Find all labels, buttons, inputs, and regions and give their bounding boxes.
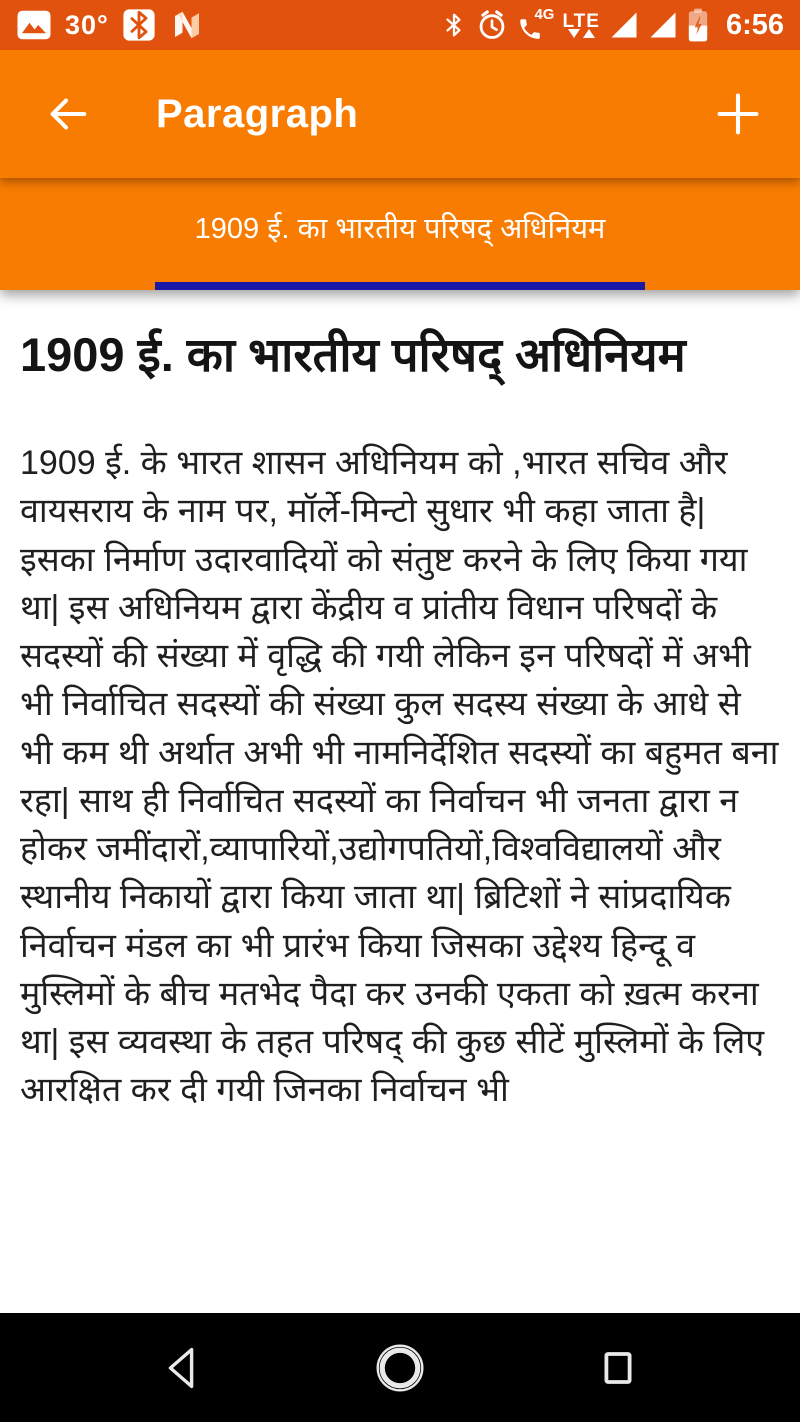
bluetooth-icon — [441, 10, 467, 40]
data-network-label: LTE — [562, 11, 600, 32]
app-bar — [0, 50, 800, 178]
article-paragraph: 1909 ई. के भारत शासन अधिनियम को ,भारत सचिव और वायसराय के नाम पर, मॉर्ले-मिन्टो सुधार भी कहा जाता है| इसका निर्माण उदारवादियों को संतुष्ट करने के लिए किया गया था| इस अधिनियम द्वारा केंद्रीय व प्रांतीय विधान परिषदों के सदस्यों की संख्या में वृद्धि की गयी लेकिन इन परिषदों में अभी भी निर्वाचित सदस्यों की संख्या कुल सदस्य संख्या के आधे से भी कम थी अर्थात अभी भी नामनिर्देशित सदस्यों का बहुमत बना रहा| साथ ही निर्वाचित सदस्यों का निर्वाचन भी जनता द्वारा न होकर जमींदारों,व्यापारियों,उद्योगपतियों,विश्वविद्यालयों और स्थानीय निकायों द्वारा किया जाता था| ब्रिटिशों ने सांप्रदायिक निर्वाचन मंडल का भी प्रारंभ किया जिसका उद्देश्य हिन्दू व मुस्लिमों के बीच मतभेद पैदा कर उनकी एकता को ख़त्म करना था| इस व्यवस्था के तहत परिषद् की कुछ सीटें मुस्लिमों के लिए आरक्षित कर दी गयी जिनका निर्वाचन भी — [20, 443, 779, 1110]
clock-label: 6:56 — [725, 8, 784, 41]
tab-bar — [0, 178, 800, 290]
page-title: Paragraph — [156, 91, 359, 136]
plus-icon[interactable] — [706, 82, 770, 146]
lte-data-arrows-icon — [562, 12, 599, 38]
nav-home-icon[interactable] — [374, 1342, 426, 1394]
article-heading: 1909 ई. का भारतीय परिषद् अधिनियम — [20, 328, 686, 381]
article-content — [0, 290, 800, 1313]
signal-triangle-icon — [609, 10, 639, 40]
upload-arrow-icon — [583, 29, 595, 38]
download-arrow-icon — [568, 29, 580, 38]
battery-charging-icon — [687, 8, 709, 42]
temperature-label: 30° — [65, 9, 109, 40]
bluetooth-badge-icon — [122, 8, 156, 42]
gallery-icon — [16, 7, 52, 43]
status-bar-left — [16, 7, 205, 43]
nav-recents-icon[interactable] — [594, 1344, 642, 1392]
back-arrow-icon[interactable] — [38, 85, 96, 143]
status-bar — [0, 0, 800, 50]
alarm-clock-icon — [476, 9, 508, 41]
tab-active-chapter[interactable] — [0, 178, 800, 290]
android-nav-bar — [0, 1313, 800, 1422]
status-bar-right — [441, 8, 784, 42]
tab-active-indicator — [155, 282, 645, 290]
nougat-n-icon — [169, 7, 205, 43]
nav-back-icon[interactable] — [158, 1344, 206, 1392]
signal-triangle-icon — [648, 10, 678, 40]
tab-label: 1909 ई. का भारतीय परिषद् अधिनियम — [194, 212, 606, 245]
call-network-label: 4G — [534, 6, 555, 23]
phone-4g-icon — [517, 8, 553, 42]
